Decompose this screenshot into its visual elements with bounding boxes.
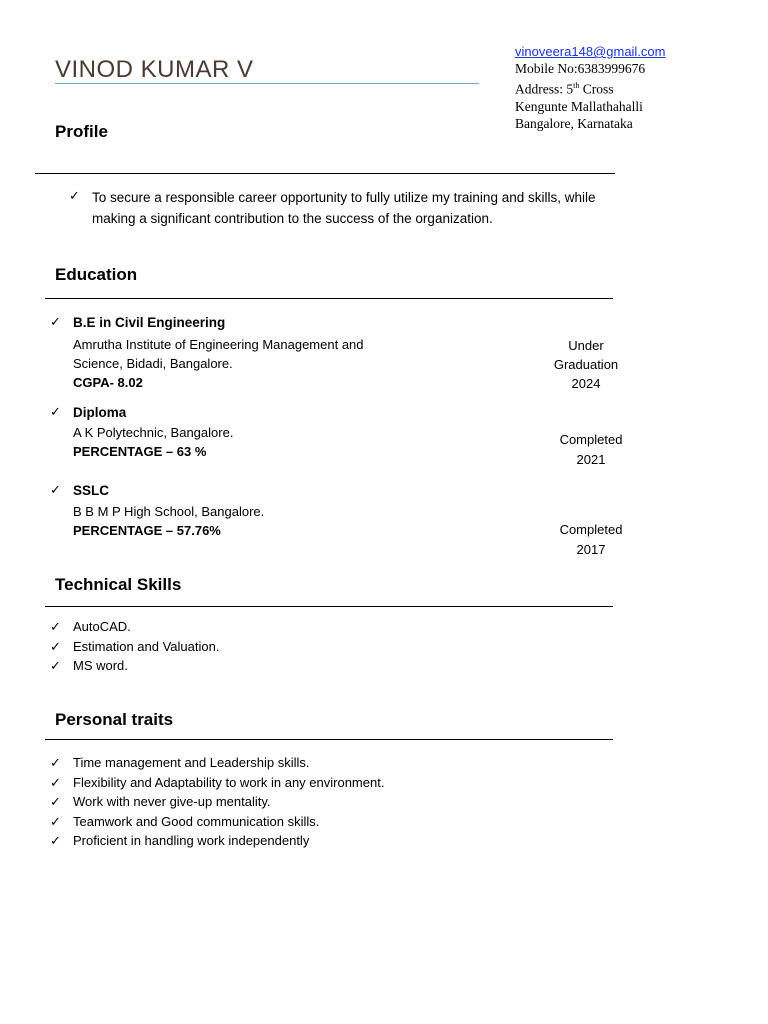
edu-title-be: B.E in Civil Engineering: [73, 315, 226, 330]
status-line: 2024: [571, 376, 601, 391]
list-item-label: AutoCAD.: [73, 619, 131, 634]
profile-line-1: To secure a responsible career opportunity to fully utilize my training and skills, while: [92, 190, 596, 205]
list-item-label: Teamwork and Good communication skills.: [73, 813, 320, 829]
list-item: [50, 617, 550, 637]
name-underline: [55, 83, 479, 84]
check-icon: ✓: [50, 404, 61, 419]
edu-line: A K Polytechnic, Bangalore.: [73, 425, 234, 440]
edu-institute-sslc: [73, 502, 264, 540]
list-item: [50, 637, 550, 657]
check-icon: ✓: [50, 755, 61, 770]
edu-status-diploma: [546, 430, 636, 470]
edu-institute-diploma: [73, 423, 233, 461]
contact-block: [515, 43, 666, 132]
edu-status-sslc: [546, 520, 636, 560]
personal-traits-list: [50, 753, 610, 851]
edu-title-diploma: Diploma: [73, 405, 127, 420]
list-item-label: Time management and Leadership skills.: [73, 755, 310, 770]
list-item: [50, 773, 610, 793]
email-link[interactable]: vinoveera148@gmail.com: [515, 44, 666, 59]
address-sup: th: [573, 81, 580, 90]
edu-line: Amrutha Institute of Engineering Management and: [73, 337, 364, 352]
address-line-2: Kengunte Mallathahalli: [515, 98, 643, 114]
list-item: [50, 812, 610, 832]
list-item: [50, 753, 610, 773]
check-icon: ✓: [50, 813, 61, 829]
education-divider: [45, 298, 613, 299]
edu-line: Science, Bidadi, Bangalore.: [73, 356, 233, 371]
edu-line: B B M P High School, Bangalore.: [73, 504, 265, 519]
list-item: [50, 792, 610, 812]
list-item-label: Work with never give-up mentality.: [73, 794, 271, 809]
personal-traits-divider: [45, 739, 613, 740]
list-item: [50, 656, 550, 676]
technical-skills-heading: Technical Skills: [55, 575, 182, 594]
status-line: Under: [568, 338, 604, 353]
list-item-label: Estimation and Valuation.: [73, 638, 220, 654]
check-icon: ✓: [50, 638, 61, 654]
personal-traits-heading: Personal traits: [55, 710, 174, 729]
check-icon: ✓: [50, 794, 61, 809]
profile-line-2: making a significant contribution to the success of the organization.: [92, 211, 493, 226]
address-prefix: Address: 5: [515, 81, 574, 97]
status-line: Graduation: [553, 357, 619, 372]
edu-score: PERCENTAGE – 57.76%: [73, 523, 221, 538]
check-icon: ✓: [50, 774, 61, 790]
edu-score: PERCENTAGE – 63 %: [73, 444, 207, 459]
profile-divider: [35, 173, 615, 174]
check-icon: ✓: [50, 658, 61, 673]
status-line: Completed: [559, 432, 623, 447]
candidate-name: VINOD KUMAR V: [55, 56, 254, 83]
edu-title-sslc: SSLC: [73, 483, 110, 498]
list-item-label: Proficient in handling work independently: [73, 833, 310, 848]
technical-skills-divider: [45, 606, 613, 607]
check-icon: ✓: [50, 619, 61, 634]
mobile-text: Mobile No:6383999676: [515, 61, 646, 76]
edu-score: CGPA- 8.02: [73, 375, 143, 390]
profile-text: [92, 187, 692, 229]
status-line: 2021: [576, 452, 606, 467]
address-line-1: [515, 77, 666, 98]
edu-status-be: [541, 336, 631, 393]
check-icon: ✓: [50, 482, 61, 497]
check-icon: ✓: [50, 833, 61, 848]
list-item-label: MS word.: [73, 658, 128, 673]
address-line-3: Bangalore, Karnataka: [515, 115, 633, 131]
profile-heading: Profile: [55, 122, 108, 141]
check-icon: ✓: [69, 188, 80, 203]
check-icon: ✓: [50, 314, 61, 329]
list-item: [50, 831, 610, 851]
list-item-label: Flexibility and Adaptability to work in any environment.: [73, 774, 385, 790]
status-line: 2017: [576, 542, 606, 557]
address-suffix: Cross: [579, 81, 614, 97]
technical-skills-list: [50, 617, 550, 676]
edu-institute-be: [73, 335, 364, 392]
education-heading: Education: [55, 265, 138, 284]
status-line: Completed: [559, 522, 623, 537]
